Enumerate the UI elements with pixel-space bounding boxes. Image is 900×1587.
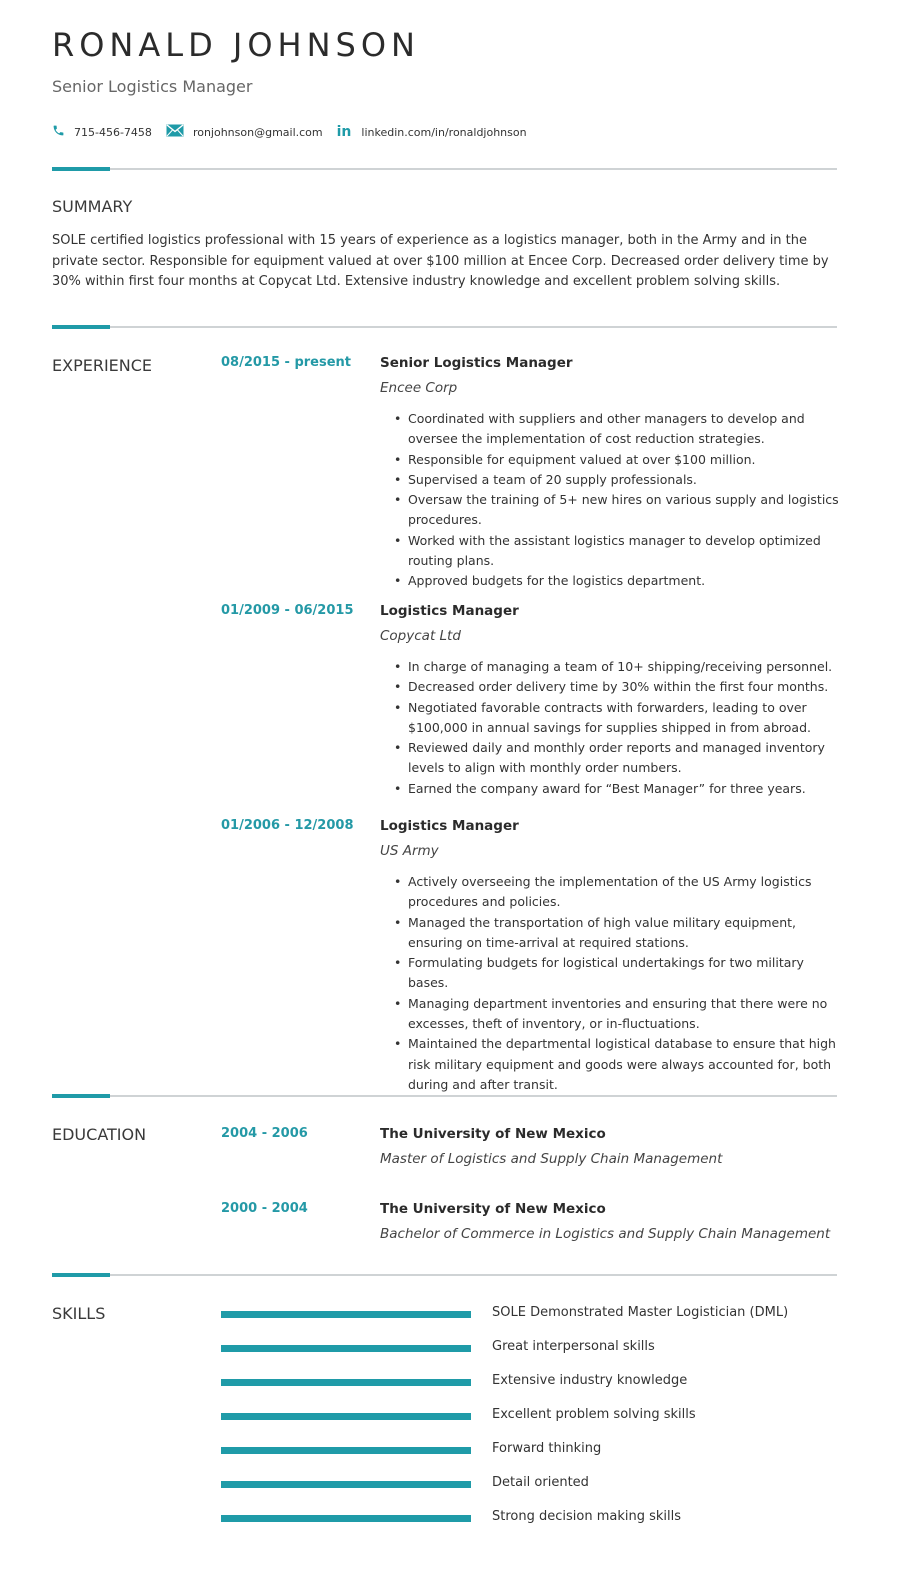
bullet-item: • Supervised a team of 20 supply professionals. xyxy=(394,470,844,490)
skill-bar xyxy=(221,1413,471,1420)
skill-row xyxy=(0,1475,900,1495)
skill-row xyxy=(0,1509,900,1529)
bullet-item: • Actively overseeing the implementation of the US Army logistics procedures and policies. xyxy=(394,872,844,913)
phone-icon xyxy=(52,124,74,140)
linkedin-url: linkedin.com/in/ronaldjohnson xyxy=(361,125,527,139)
job-dates: 01/2009 - 06/2015 xyxy=(221,603,354,618)
bullet-item: • Maintained the departmental logistical database to ensure that high risk military equipment and goods were always accounted for, both during and after transit. xyxy=(394,1034,844,1095)
skill-bar-fill xyxy=(221,1379,471,1386)
skill-label: Detail oriented xyxy=(492,1475,589,1490)
skill-label: Excellent problem solving skills xyxy=(492,1407,696,1422)
bullet-item: • Earned the company award for “Best Manager” for three years. xyxy=(394,779,844,799)
bullet-item: • In charge of managing a team of 10+ shipping/receiving personnel. xyxy=(394,657,844,677)
skill-label: Forward thinking xyxy=(492,1441,602,1456)
bullet-item: • Approved budgets for the logistics department. xyxy=(394,571,844,591)
skill-bar xyxy=(221,1379,471,1386)
contact-linkedin[interactable] xyxy=(337,124,527,140)
skill-bar-fill xyxy=(221,1515,471,1522)
job-dates: 01/2006 - 12/2008 xyxy=(221,818,354,833)
bullet-item: • Formulating budgets for logistical undertakings for two military bases. xyxy=(394,953,844,994)
job-bullets xyxy=(394,872,844,1095)
bullet-item: • Managing department inventories and ensuring that there were no excesses, theft of inventory, or in-fluctuations. xyxy=(394,994,844,1035)
skill-bar-fill xyxy=(221,1447,471,1454)
degree-name: Master of Logistics and Supply Chain Management xyxy=(380,1151,723,1167)
skill-row xyxy=(0,1373,900,1393)
skill-row xyxy=(0,1339,900,1359)
job-position: Logistics Manager xyxy=(380,603,519,619)
degree-name: Bachelor of Commerce in Logistics and Supply Chain Management xyxy=(380,1226,831,1242)
contact-bar xyxy=(52,124,541,140)
skills-heading: SKILLS xyxy=(52,1304,106,1323)
phone-number: 715-456-7458 xyxy=(74,125,152,139)
skill-row xyxy=(0,1305,900,1325)
skill-bar-fill xyxy=(221,1481,471,1488)
skill-bar xyxy=(221,1481,471,1488)
skill-bar xyxy=(221,1447,471,1454)
resume-name: RONALD JOHNSON xyxy=(52,26,420,64)
job-dates: 08/2015 - present xyxy=(221,355,352,370)
skill-bar xyxy=(221,1345,471,1352)
section-divider xyxy=(52,1273,837,1277)
education-heading: EDUCATION xyxy=(52,1125,147,1144)
skill-bar xyxy=(221,1311,471,1318)
skill-bar-fill xyxy=(221,1345,471,1352)
job-position: Logistics Manager xyxy=(380,818,519,834)
job-company: Copycat Ltd xyxy=(380,628,461,644)
job-company: Encee Corp xyxy=(380,380,458,396)
job-position: Senior Logistics Manager xyxy=(380,355,573,371)
email-address: ronjohnson@gmail.com xyxy=(192,125,323,139)
job-bullets xyxy=(394,409,844,592)
linkedin-icon: in xyxy=(336,124,352,140)
skill-row xyxy=(0,1407,900,1427)
skill-bar-fill xyxy=(221,1311,471,1318)
experience-heading: EXPERIENCE xyxy=(52,356,153,375)
skill-label: Extensive industry knowledge xyxy=(492,1373,688,1388)
bullet-item: • Negotiated favorable contracts with forwarders, leading to over $100,000 in annual savings for supplies shipped in from abroad. xyxy=(394,698,844,739)
skill-row xyxy=(0,1441,900,1461)
summary-text: SOLE certified logistics professional with 15 years of experience as a logistics manager, both in the Army and in the private sector. Responsible for equipment valued at over $100 million at Encee Corp. Decreased order delivery time by 30% within first four months at Copycat Ltd. Extensive industry knowledge and excellent problem solving skills. xyxy=(52,233,829,289)
contact-email[interactable] xyxy=(166,124,323,140)
bullet-item: • Reviewed daily and monthly order reports and managed inventory levels to align with monthly order numbers. xyxy=(394,738,844,779)
contact-phone[interactable] xyxy=(52,124,152,140)
bullet-item: • Worked with the assistant logistics manager to develop optimized routing plans. xyxy=(394,531,844,572)
bullet-item: • Coordinated with suppliers and other managers to develop and oversee the implementation of cost reduction strategies. xyxy=(394,409,844,450)
bullet-item: • Decreased order delivery time by 30% within the first four months. xyxy=(394,677,844,697)
skill-bar-fill xyxy=(221,1413,471,1420)
bullet-item: • Oversaw the training of 5+ new hires on various supply and logistics procedures. xyxy=(394,490,844,531)
section-divider xyxy=(52,167,837,171)
job-bullets xyxy=(394,657,844,799)
skill-label: Great interpersonal skills xyxy=(492,1339,655,1354)
school-name: The University of New Mexico xyxy=(380,1201,606,1217)
job-title: Senior Logistics Manager xyxy=(52,77,253,96)
skill-bar xyxy=(221,1515,471,1522)
section-divider xyxy=(52,1094,837,1098)
school-name: The University of New Mexico xyxy=(380,1126,606,1142)
skill-label: SOLE Demonstrated Master Logistician (DML) xyxy=(492,1305,789,1320)
skill-label: Strong decision making skills xyxy=(492,1509,682,1524)
education-dates: 2004 - 2006 xyxy=(221,1126,308,1141)
section-divider xyxy=(52,325,837,329)
education-dates: 2000 - 2004 xyxy=(221,1201,308,1216)
bullet-item: • Responsible for equipment valued at over $100 million. xyxy=(394,450,844,470)
summary-heading: SUMMARY xyxy=(52,197,133,216)
bullet-item: • Managed the transportation of high value military equipment, ensuring on time-arrival at required stations. xyxy=(394,913,844,954)
envelope-icon xyxy=(166,124,193,140)
job-company: US Army xyxy=(380,843,439,859)
